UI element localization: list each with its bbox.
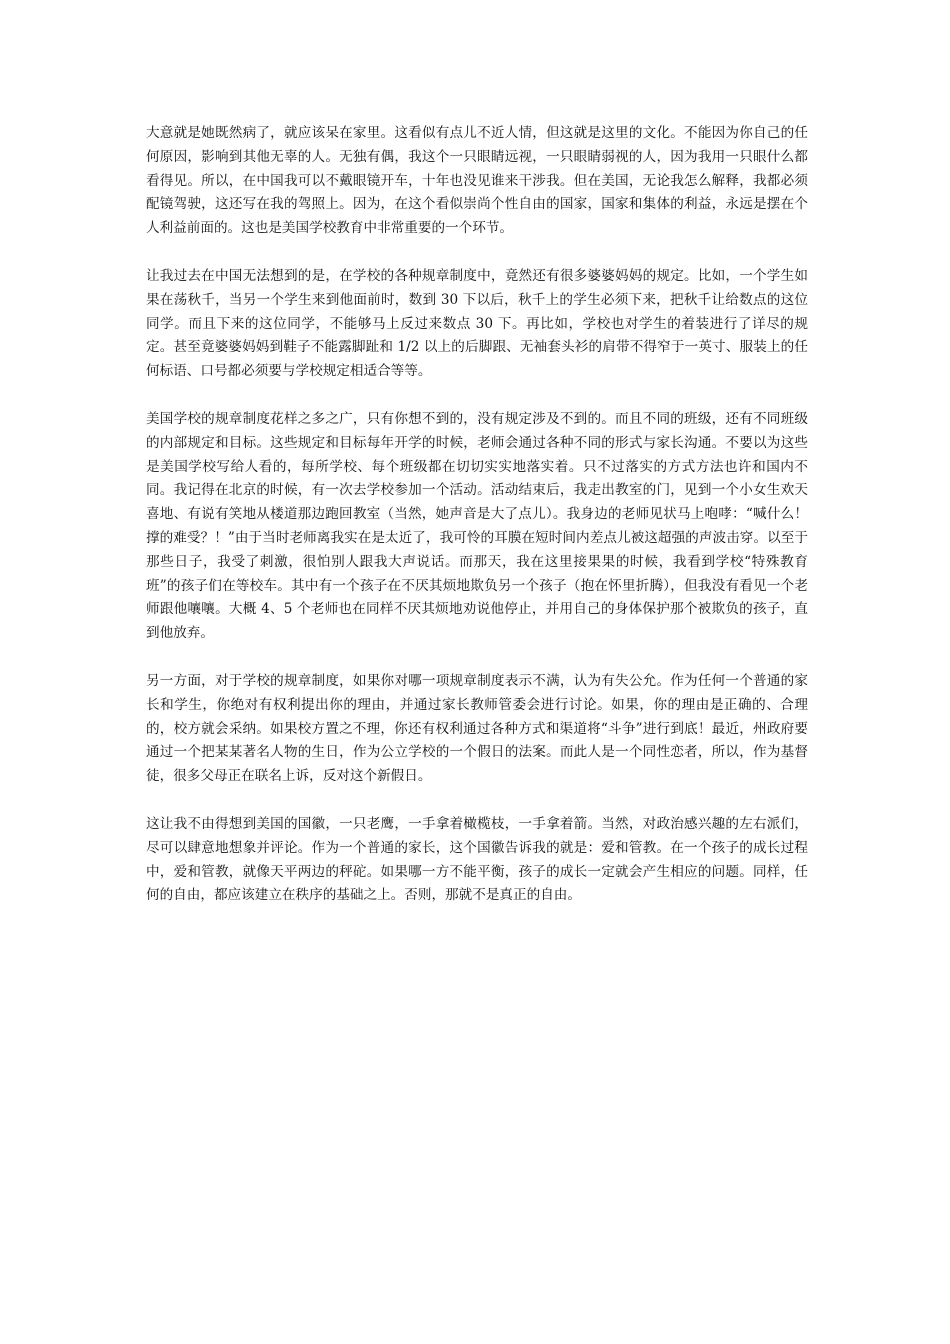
paragraph-5: 这让我不由得想到美国的国徽，一只老鹰，一手拿着橄榄枝，一手拿着箭。当然，对政治感兴趣的左右派们，尽可以肆意地想象并评论。作为一个普通的家长，这个国徽告诉我的就是：爱和管教。在一个孩子的成长过程中，爱和管教，就像天平两边的秤砣。如果哪一方不能平衡，孩子的成长一定就会产生相应的问题。同样，任何的自由，都应该建立在秩序的基础之上。否则，那就不是真正的自由。 (146, 815, 808, 904)
paragraph-4: 另一方面，对于学校的规章制度，如果你对哪一项规章制度表示不满，认为有失公允。作为任何一个普通的家长和学生，你绝对有权利提出你的理由，并通过家长教师管委会进行讨论。如果，你的理由是正确的、合理的，校方就会采纳。如果校方置之不理，你还有权利通过各种方式和渠道将“斗争”进行到底！最近，州政府要通过一个把某某著名人物的生日，作为公立学校的一个假日的法案。而此人是一个同性恋者，所以，作为基督徒，很多父母正在联名上诉，反对这个新假日。 (146, 672, 808, 785)
paragraph-2: 让我过去在中国无法想到的是，在学校的各种规章制度中，竟然还有很多婆婆妈妈的规定。比如，一个学生如果在荡秋千，当另一个学生来到他面前时，数到 30 下以后，秋千上的学生必须下来，把秋千让给数点的这位同学。而且下来的这位同学，不能够马上反过来数点 30 下。再比如，学校也对学生的着装进行了详尽的规定。甚至竟婆婆妈妈到鞋子不能露脚趾和 1/2 以上的后脚跟、无袖套头衫的肩带不得窄于一英寸、服装上的任何标语、口号都必须要与学校规定相适合等等。 (146, 267, 808, 380)
paragraph-1: 大意就是她既然病了，就应该呆在家里。这看似有点儿不近人情，但这就是这里的文化。不能因为你自己的任何原因，影响到其他无辜的人。无独有偶，我这个一只眼睛远视，一只眼睛弱视的人，因为我用一只眼什么都看得见。所以，在中国我可以不戴眼镜开车，十年也没见谁来干涉我。但在美国，无论我怎么解释，我都必须配镜驾驶，这还写在我的驾照上。因为，在这个看似崇尚个性自由的国家，国家和集体的利益，永远是摆在个人利益前面的。这也是美国学校教育中非常重要的一个环节。 (146, 125, 808, 237)
paragraph-3: 美国学校的规章制度花样之多之广，只有你想不到的，没有规定涉及不到的。而且不同的班级，还有不同班级的内部规定和目标。这些规定和目标每年开学的时候，老师会通过各种不同的形式与家长沟通。不要以为这些是美国学校写给人看的，每所学校、每个班级都在切切实实地落实着。只不过落实的方式方法也许和国内不同。我记得在北京的时候，有一次去学校参加一个活动。活动结束后，我走出教室的门，见到一个小女生欢天喜地、有说有笑地从楼道那边跑回教室（当然，她声音是大了点儿）。我身边的老师见状马上咆哮：“喊什么！撑的难受？！”由于当时老师离我实在是太近了，我可怜的耳膜在短时间内差点儿被这超强的声波击穿。以至于那些日子，我受了刺激，很怕别人跟我大声说话。而那天，我在这里接果果的时候，我看到学校“特殊教育班”的孩子们在等校车。其中有一个孩子在不厌其烦地欺负另一个孩子（抱在怀里折腾），但我没有看见一个老师跟他嚷嚷。大概 4、5 个老师也在同样不厌其烦地劝说他停止，并用自己的身体保护那个被欺负的孩子，直到他放弃。 (146, 410, 808, 642)
article-body (146, 122, 808, 932)
